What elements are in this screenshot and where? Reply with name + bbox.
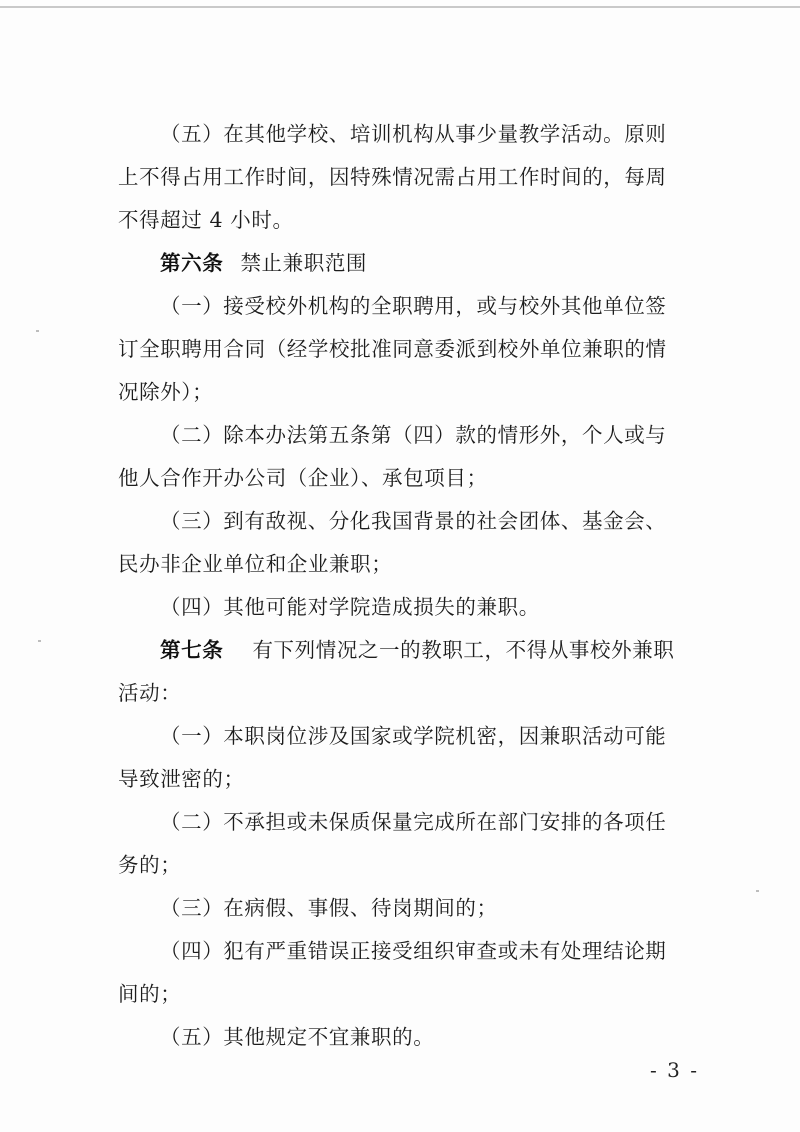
article7-item2-line2: 务的； bbox=[118, 853, 182, 877]
article7-item2-line1: （二）不承担或未保质保量完成所在部门安排的各项任 bbox=[160, 810, 667, 834]
scan-speck bbox=[36, 330, 39, 332]
clause5-item5-line1: （五）在其他学校、培训机构从事少量教学活动。原则 bbox=[160, 122, 667, 146]
article7-intro-line1: 有下列情况之一的教职工，不得从事校外兼职 bbox=[252, 638, 675, 662]
article7-heading: 第七条 bbox=[160, 638, 224, 662]
article6-item2-line1: （二）除本办法第五条第（四）款的情形外，个人或与 bbox=[160, 423, 667, 447]
scan-speck bbox=[756, 890, 759, 892]
clause5-item5-line3: 不得超过 4 小时。 bbox=[118, 208, 294, 232]
article6-heading-line bbox=[160, 246, 367, 276]
article6-item1-line1: （一）接受校外机构的全职聘用，或与校外其他单位签 bbox=[160, 294, 667, 318]
page-number: - 3 - bbox=[650, 1058, 699, 1082]
article7-item3-line1: （三）在病假、事假、待岗期间的； bbox=[160, 896, 498, 920]
article6-item2-line2: 他人合作开办公司（企业）、承包项目； bbox=[118, 466, 488, 490]
article6-item4-line1: （四）其他可能对学院造成损失的兼职。 bbox=[160, 595, 540, 619]
article7-item1-line1: （一）本职岗位涉及国家或学院机密，因兼职活动可能 bbox=[160, 724, 667, 748]
clause5-item5-line2: 上不得占用工作时间，因特殊情况需占用工作时间的，每周 bbox=[118, 165, 667, 189]
article6-title: 禁止兼职范围 bbox=[240, 251, 368, 275]
article6-item1-line3: 况除外）； bbox=[118, 380, 214, 404]
article6-item3-line1: （三）到有敌视、分化我国背景的社会团体、基金会、 bbox=[160, 509, 667, 533]
article6-item1-line2: 订全职聘用合同（经学校批准同意委派到校外单位兼职的情 bbox=[118, 337, 667, 361]
article7-item4-line1: （四）犯有严重错误正接受组织审查或未有处理结论期 bbox=[160, 939, 667, 963]
article7-item1-line2: 导致泄密的； bbox=[118, 767, 245, 791]
article7-item5-line1: （五）其他规定不宜兼职的。 bbox=[160, 1025, 435, 1049]
article6-heading: 第六条 bbox=[160, 251, 224, 275]
article7-item4-line2: 间的； bbox=[118, 982, 182, 1006]
scan-speck bbox=[38, 640, 41, 642]
article7-intro-line1-row bbox=[160, 633, 674, 663]
article7-intro-line2: 活动： bbox=[118, 681, 182, 705]
article6-item3-line2: 民办非企业单位和企业兼职； bbox=[118, 552, 393, 576]
scan-top-edge bbox=[0, 6, 800, 8]
